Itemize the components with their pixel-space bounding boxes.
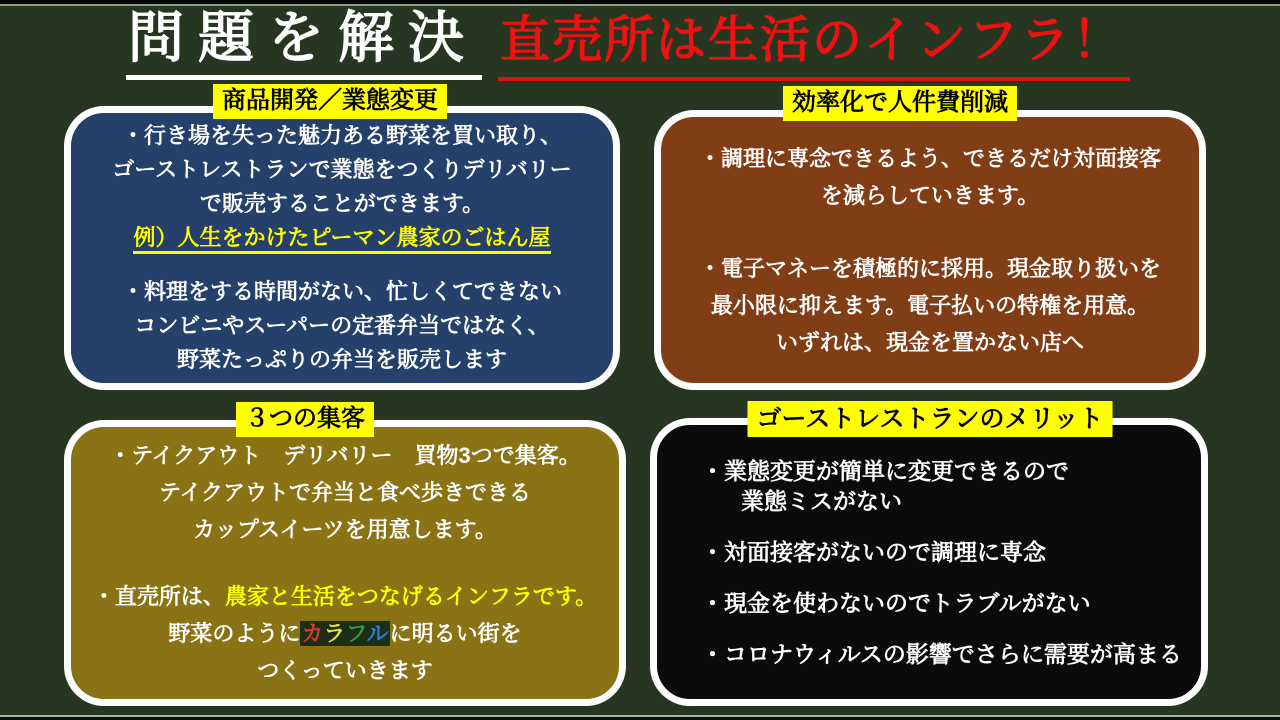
slide-title: 問題を解決 [126, 6, 482, 80]
text-line: 野菜たっぷりの弁当を販売します [176, 347, 507, 372]
text-line: つくっていきます [257, 658, 433, 683]
text-line: ・料理をする時間がない、忙しくてできない [121, 279, 562, 304]
yellow-highlight-text: 農家と生活をつなげるインフラです。 [224, 584, 598, 609]
attract-paragraph-1 [71, 437, 619, 548]
text-line: 最小限に抑えます。電子払いの特権を用意。 [710, 292, 1150, 318]
text-line: で販売することができます。 [199, 191, 485, 216]
slide-subtitle: 直売所は生活のインフラ！ [498, 12, 1130, 81]
text-line: いずれは、現金を置かない店へ [775, 329, 1084, 355]
box-product-development [64, 106, 620, 390]
text-line: ・行き場を失った魅力ある野菜を買い取り、 [121, 123, 562, 148]
text-line: コンビニやスーパーの定番弁当ではなく、 [134, 313, 550, 338]
box-efficiency [654, 110, 1206, 390]
colorful-char: フ [345, 621, 367, 646]
colorful-word [300, 621, 389, 646]
text-segment: ・直売所は、 [92, 584, 225, 609]
merit-bullet-4: ・コロナウィルスの影響でさらに需要が高まる [701, 640, 1182, 667]
efficiency-paragraph-2 [661, 250, 1199, 361]
merit-bullet-1 [701, 456, 1185, 516]
example-highlight-line [71, 221, 613, 255]
text-line: ・調理に専念できるよう、できるだけ対面接客 [698, 145, 1161, 171]
box-ghost-restaurant-merits [650, 418, 1208, 706]
text-line: カップスイーツを用意します。 [193, 517, 497, 542]
merit-bullet-2: ・対面接客がないので調理に専念 [701, 538, 1046, 565]
text-segment: に明るい街を [389, 621, 522, 646]
box-three-attractions [64, 420, 626, 706]
attract-paragraph-2 [71, 578, 619, 689]
merit-bullet-3: ・現金を使わないのでトラブルがない [701, 589, 1091, 616]
text-line: ・テイクアウト デリバリー 買物3つで集客。 [109, 443, 581, 468]
example-text: 例）人生をかけたピーマン農家のごはん屋 [133, 225, 550, 254]
text-line: テイクアウトで弁当と食べ歩きできる [158, 480, 532, 505]
label-three-attractions: ３つの集客 [236, 402, 374, 437]
label-product-development: 商品開発／業態変更 [213, 84, 447, 119]
text-line [71, 615, 619, 652]
text-line: ・電子マネーを積極的に採用。現金取り扱いを [698, 255, 1161, 281]
colorful-char: ラ [323, 621, 346, 646]
colorful-char: カ [301, 621, 324, 646]
screen-bottom-edge [0, 715, 1280, 720]
label-ghost-restaurant-merits: ゴーストレストランのメリット [747, 401, 1112, 437]
slide-header [126, 6, 1130, 81]
text-line [71, 578, 619, 615]
screen-top-edge [0, 0, 1280, 6]
text-line: 業態ミスがない [741, 487, 902, 514]
text-segment: 野菜のように [168, 621, 301, 646]
text-line: を減らしていきます。 [820, 182, 1040, 208]
colorful-char: ル [366, 621, 389, 646]
text-line: ・業態変更が簡単に変更できるので [701, 457, 1069, 484]
efficiency-paragraph-1 [661, 140, 1199, 214]
product-paragraph-2 [71, 275, 613, 377]
text-line: ゴーストレストランで業態をつくりデリバリー [112, 157, 572, 182]
label-efficiency: 効率化で人件費削減 [783, 86, 1017, 121]
product-paragraph-1 [71, 119, 613, 255]
